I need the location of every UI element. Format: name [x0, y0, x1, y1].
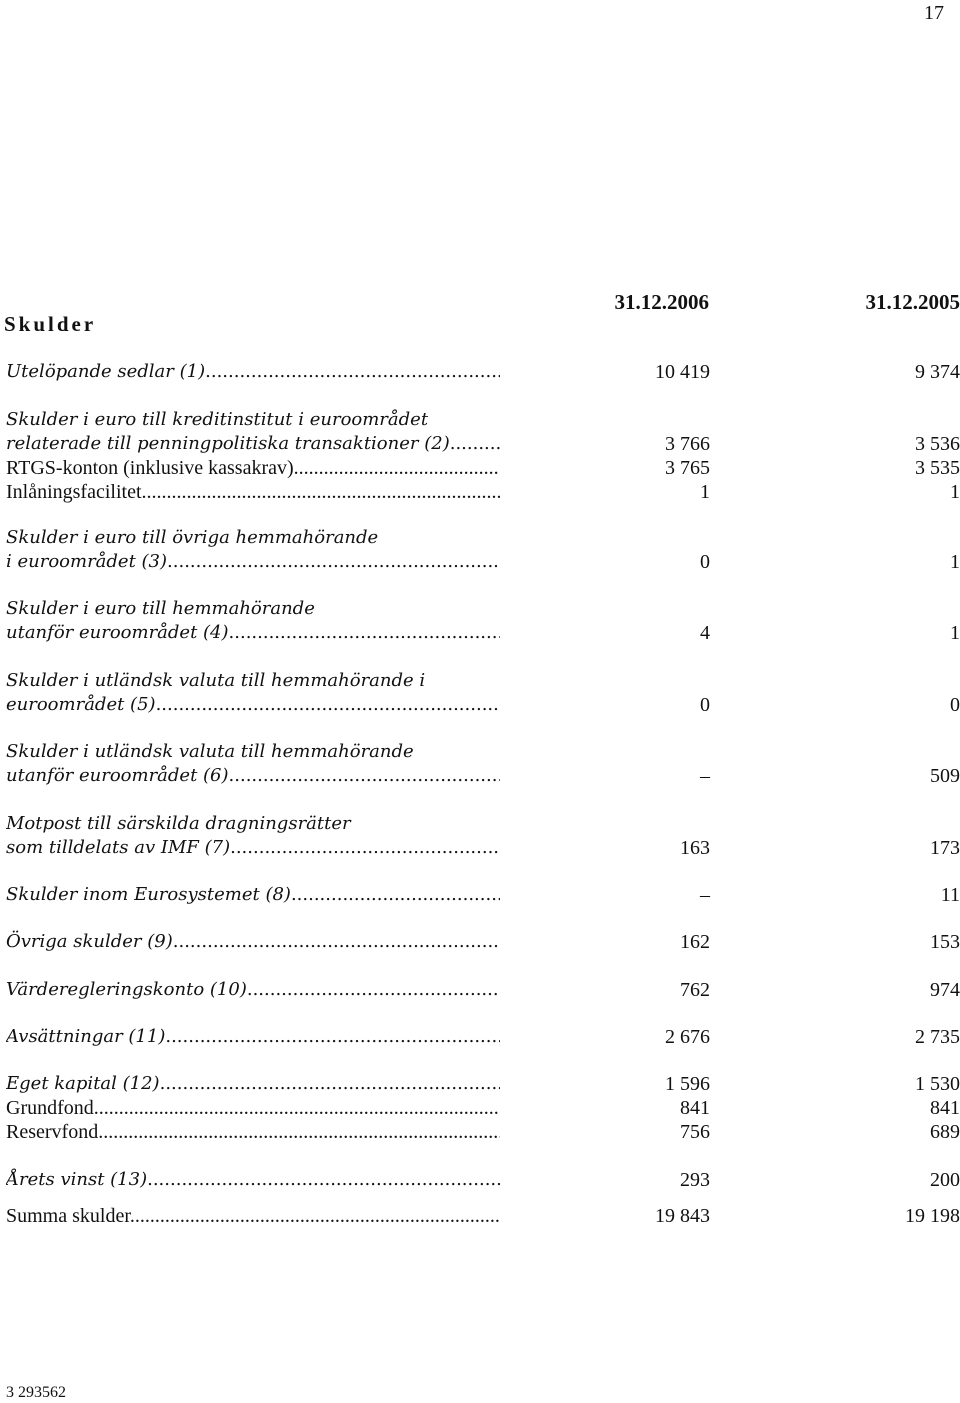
value-2006: 0	[700, 551, 710, 573]
row-label: Summa skulder .....	[6, 1204, 500, 1228]
value-2006: 10 419	[655, 361, 710, 383]
row-label: Skulder inom Eurosystemet (8) .....	[6, 883, 500, 907]
value-2006: –	[700, 765, 710, 787]
table-row	[6, 1168, 960, 1192]
value-2006: 3 765	[665, 457, 710, 479]
value-2005: 1 530	[915, 1073, 960, 1095]
value-2005: 3 536	[915, 433, 960, 455]
value-2006: 756	[680, 1121, 710, 1143]
row-label: Skulder i utländsk valuta till hemmahörande	[6, 741, 414, 762]
value-2005: 2 735	[915, 1026, 960, 1048]
value-2006: –	[700, 884, 710, 906]
footer-code: 3 293562	[6, 1384, 66, 1401]
value-2006: 19 843	[655, 1205, 710, 1227]
table-row	[6, 883, 960, 907]
row-label: Årets vinst (13) .....	[6, 1168, 500, 1192]
row-label: Reservfond .....	[6, 1120, 500, 1144]
table-row	[6, 1072, 960, 1096]
value-2006: 4	[700, 622, 710, 644]
row-label: utanför euroområdet (6) .....	[6, 764, 500, 788]
table-row-total	[6, 1204, 960, 1228]
table-row	[6, 740, 960, 788]
value-2005: 3 535	[915, 457, 960, 479]
table-row	[6, 930, 960, 954]
value-2005: 689	[930, 1121, 960, 1143]
row-label: Eget kapital (12) .....	[6, 1072, 500, 1096]
value-2006: 162	[680, 931, 710, 953]
row-label: Grundfond .....	[6, 1096, 500, 1120]
row-label: Värderegleringskonto (10) .....	[6, 978, 500, 1002]
section-title: Skulder	[4, 312, 97, 336]
value-2005: 1	[950, 551, 960, 573]
value-2005: 1	[950, 481, 960, 503]
row-label: Inlåningsfacilitet .....	[6, 480, 500, 504]
row-label: Motpost till särskilda dragningsrätter	[6, 813, 351, 834]
value-2006: 0	[700, 694, 710, 716]
column-header-2005: 31.12.2005	[865, 290, 960, 314]
table-row	[6, 360, 960, 384]
value-2006: 1	[700, 481, 710, 503]
value-2006: 841	[680, 1097, 710, 1119]
row-label: Skulder i euro till hemmahörande	[6, 598, 315, 619]
value-2006: 1 596	[665, 1073, 710, 1095]
page-number: 17	[924, 2, 944, 24]
row-label: relaterade till penningpolitiska transaktioner (2) .....	[6, 432, 500, 456]
value-2005: 0	[950, 694, 960, 716]
row-label: i euroområdet (3) .....	[6, 550, 500, 574]
value-2006: 2 676	[665, 1026, 710, 1048]
table-row	[6, 408, 960, 456]
table-row	[6, 456, 960, 480]
table-row	[6, 1025, 960, 1049]
table-row	[6, 812, 960, 860]
table-row	[6, 978, 960, 1002]
value-2005: 153	[930, 931, 960, 953]
row-label: Utelöpande sedlar (1) .....	[6, 360, 500, 384]
value-2005: 173	[930, 837, 960, 859]
value-2006: 293	[680, 1169, 710, 1191]
table-row	[6, 1120, 960, 1144]
value-2005: 19 198	[905, 1205, 960, 1227]
column-header-2006: 31.12.2006	[614, 290, 709, 314]
row-label: som tilldelats av IMF (7) .....	[6, 836, 500, 860]
value-2006: 762	[680, 979, 710, 1001]
value-2005: 200	[930, 1169, 960, 1191]
row-label: RTGS-konton (inklusive kassakrav) .....	[6, 456, 500, 480]
row-label: euroområdet (5) .....	[6, 693, 500, 717]
table-row	[6, 1096, 960, 1120]
value-2006: 163	[680, 837, 710, 859]
value-2006: 3 766	[665, 433, 710, 455]
row-label: Avsättningar (11) .....	[6, 1025, 500, 1049]
row-label: Skulder i utländsk valuta till hemmahörande i	[6, 670, 426, 691]
row-label: utanför euroområdet (4) .....	[6, 621, 500, 645]
row-label: Övriga skulder (9) .....	[6, 930, 500, 954]
table-row	[6, 669, 960, 717]
value-2005: 974	[930, 979, 960, 1001]
table-row	[6, 597, 960, 645]
value-2005: 841	[930, 1097, 960, 1119]
table-row	[6, 526, 960, 574]
row-label: Skulder i euro till övriga hemmahörande	[6, 527, 379, 548]
value-2005: 509	[930, 765, 960, 787]
table-row	[6, 480, 960, 504]
value-2005: 9 374	[915, 361, 960, 383]
value-2005: 1	[950, 622, 960, 644]
value-2005: 11	[940, 884, 960, 906]
row-label: Skulder i euro till kreditinstitut i euroområdet	[6, 409, 429, 430]
